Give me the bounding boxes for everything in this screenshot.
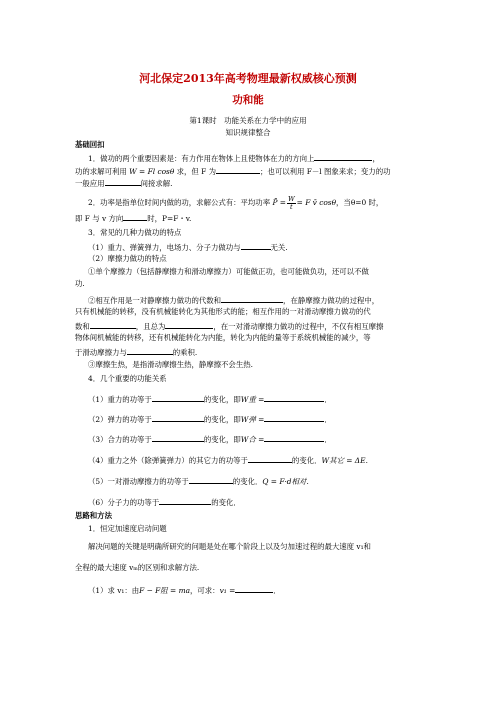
ideas-heading: 思路和方法 [75,511,112,520]
text-span: （2）弹力的功等于 [88,415,152,424]
text-line: 1．恒定加速度启动问题 [88,524,167,533]
text-line [88,496,241,508]
formula: v₁ = [219,586,236,595]
answer-blank [314,152,372,161]
text-span: 即 F 与 v 方向 [75,214,124,223]
text-span: ，当θ=0 时， [336,198,384,207]
text-span: 2．功率是指单位时间内做的功，求解公式有：平均功率 [88,198,271,207]
answer-blank [152,433,204,442]
text-span: （5）一对滑动摩擦力的功等于 [88,477,189,486]
text-line: 只有机械能的转移，没有机械能转化为其他形式的能；相互作用的一对滑动摩擦力做功的代 [75,307,371,316]
text-line: （1）求 v₁：由F − F阻 = ma，可求：v₁ = ． [88,586,281,595]
text-span: （4）重力之外（除弹簧弹力）的其它力的功等于 [88,456,248,465]
text-span: 1．做功的两个重要因素是：有力作用在物体上且使物体在力的方向上 [88,154,315,163]
formula: P̄ = [272,198,286,207]
text-line [88,241,288,253]
document-subtitle: 功和能 [232,94,264,106]
text-span: 功的求解可利用 [75,167,127,176]
text-span: 的变化，即 [203,435,241,444]
text-span: 的变化． [232,477,263,486]
answer-blank [189,475,233,484]
text-span: 的变化，即 [203,415,241,424]
text-line: 全程的最大速度 vₘ的区别和求解方法. [75,563,200,572]
text-line [88,195,383,211]
formula: W重 = [240,395,265,404]
text-span: 于滑动摩擦力与 [75,348,127,357]
fraction-numerator: W [287,194,295,203]
text-line: 3．常见的几种力做功的特点 [88,228,182,237]
text-span: ；也可以利用 F－l 图象来求；变力的功 [260,167,391,176]
text-span: 的乘积. [172,348,198,357]
document-title: 河北保定2013年高考物理最新权威核心预测 [139,72,357,85]
text-line: （1）重力的功等于 的变化，即W重 = ． [88,395,332,404]
formula: W合 = [240,435,265,444]
text-span: （6）分子力的功等于 [88,498,160,507]
text-line [75,320,383,332]
text-span: （1）重力、弹簧弹力，电场力、分子力做功与 [88,243,241,252]
text-line: 解决问题的关键是明确所研究的问题是处在哪个阶段上以及匀加速过程的最大速度 v₁和 [88,542,371,551]
text-line [75,212,191,224]
text-line: （3）合力的功等于 的变化，即W合 = ． [88,435,332,444]
text-line: 4．几个重要的功能关系 [88,374,167,383]
text-span: ②相互作用是一对静摩擦力做功的代数和 [88,296,222,305]
answer-blank [264,413,324,422]
answer-blank [241,241,271,250]
answer-blank [235,584,273,593]
formula: = F v̄ cosθ [296,198,337,207]
text-span: ，在一对滑动摩擦力做功的过程中，不仅有相互摩擦 [213,322,384,331]
text-span: 间接求解. [140,179,173,188]
answer-blank [123,212,147,221]
answer-blank [90,320,136,329]
formula: W弹 = [240,415,265,424]
formula: F − F阻 = ma [139,586,190,595]
text-span: （1）重力的功等于 [88,395,152,404]
text-line: （2）摩擦力做功的特点 [88,254,167,263]
lesson-heading: 第1课时 功能关系在力学中的应用 [189,116,307,125]
answer-blank [152,413,204,422]
text-line [88,475,314,487]
text-line [88,294,379,306]
text-span: 的变化，即 [203,395,241,404]
text-span: 的变化． [211,498,241,507]
fraction [287,196,296,211]
formula: W其它 = ΔE． [321,456,373,465]
text-span: （1）求 v₁：由 [88,586,140,595]
text-line: ③摩擦生热，是指滑动摩擦生热，静摩擦不会生热. [88,360,253,369]
formula: Q = F·d相对． [262,477,314,486]
text-line [75,346,197,358]
text-span: （3）合力的功等于 [88,435,152,444]
text-line: 1．做功的两个重要因素是：有力作用在物体上且使物体在力的方向上 ， [88,154,380,163]
text-span: ，在静摩擦力做功的过程中， [283,296,380,305]
text-span: 时，P=F・v. [147,214,192,223]
text-line [75,177,173,189]
text-line [75,165,390,177]
fraction-denominator: t [290,202,293,211]
answer-blank [165,320,213,329]
answer-blank [248,454,292,463]
text-line: ①单个摩擦力（包括静摩擦力和滑动摩擦力）可能做正功，也可能做负功，还可以不做 [88,267,369,276]
answer-blank [152,393,204,402]
answer-blank [264,433,324,442]
answer-blank [216,165,260,174]
text-line [88,454,373,466]
text-span: 数和 [75,322,90,331]
answer-blank [159,496,211,505]
text-span: 一般应用 [75,179,105,188]
formula: W = Fl cosθ [129,167,175,176]
text-span: 求，但 F 为 [176,167,217,176]
text-line: 物体间机械能的转移，还有机械能转化为内能，转化为内能的量等于系统机械能的减少，等 [75,333,371,342]
basics-heading: 基础回扣 [75,140,105,149]
text-span: 的变化． [291,456,322,465]
text-span: ，且总为 [135,322,166,331]
answer-blank [221,294,283,303]
text-span: 无关. [270,243,288,252]
text-span: ，可求： [190,586,220,595]
text-line: 功. [75,279,85,288]
answer-blank [264,393,324,402]
section-heading: 知识规律整合 [225,128,271,137]
answer-blank [105,177,141,186]
text-line: （2）弹力的功等于 的变化，即W弹 = ． [88,415,332,424]
answer-blank [127,346,173,355]
